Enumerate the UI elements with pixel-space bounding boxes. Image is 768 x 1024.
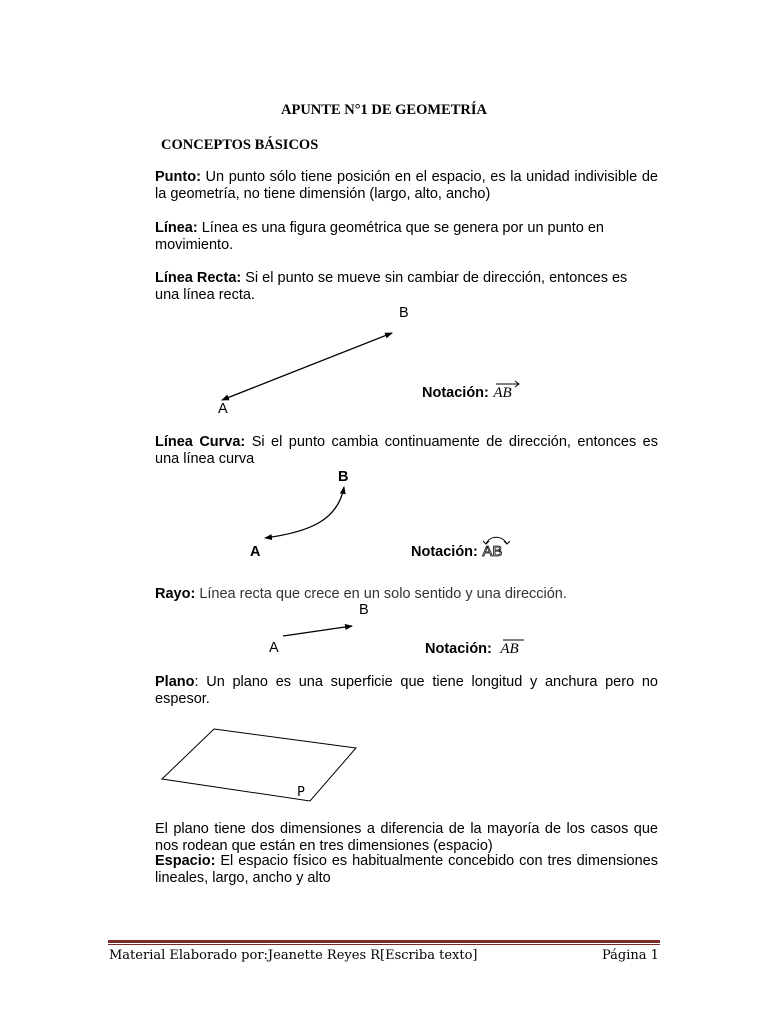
punto-text: Un punto sólo tiene posición en el espacio, es la unidad indivisible de la geometría, no tiene dimensión (largo, alto, ancho) <box>155 169 658 202</box>
rayo-notation <box>425 640 519 658</box>
curve-ab <box>265 487 344 538</box>
page-number: Página 1 <box>602 948 659 963</box>
linea-recta-text: Si el punto se mueve sin cambiar de dirección, entonces es una línea recta. <box>155 270 628 303</box>
footer-author: Material Elaborado por:Jeanette Reyes R[Escriba texto] <box>109 948 478 963</box>
plano-text: : Un plano es una superficie que tiene longitud y anchura pero no espesor. <box>155 674 658 707</box>
punto-term: Punto: <box>155 169 201 185</box>
recta-notation <box>422 384 512 402</box>
rayo-notation-label: Notación: <box>425 641 492 657</box>
rayo-term: Rayo: <box>155 586 196 602</box>
linea-recta-term: Línea Recta: <box>155 270 242 286</box>
espacio-text: El espacio físico es habitualmente concebido con tres dimensiones lineales, largo, ancho y alto <box>155 853 658 886</box>
footer-rule-thin <box>108 944 660 945</box>
linea-curva-paragraph <box>155 434 658 468</box>
linea-term: Línea: <box>155 220 198 236</box>
rayo-paragraph <box>155 586 658 603</box>
document-title: APUNTE N°1 DE GEOMETRÍA <box>281 102 487 118</box>
curva-label-b: B <box>338 469 349 485</box>
plano-term: Plano <box>155 674 195 690</box>
rayo-label-a: A <box>269 640 279 656</box>
rayo-notation-symbol: AB <box>500 641 519 657</box>
plane-label-p: P <box>297 785 305 800</box>
linea-curva-text: Si el punto cambia continuamente de dirección, entonces es una línea curva <box>155 434 658 467</box>
double-arrow-over-icon <box>495 380 521 390</box>
linea-text: Línea es una figura geométrica que se genera por un punto en movimiento. <box>155 220 604 253</box>
arc-over-icon <box>482 534 512 546</box>
curva-notation-label: Notación: <box>411 544 478 560</box>
recta-label-a: A <box>218 401 228 417</box>
footer-rule <box>108 940 660 943</box>
line-ab <box>222 333 392 400</box>
curva-label-a: A <box>250 544 261 560</box>
rayo-label-b: B <box>359 602 369 618</box>
ray-ab <box>283 626 352 636</box>
plano-extra-paragraph: El plano tiene dos dimensiones a diferencia de la mayoría de los casos que nos rodean que están en tres dimensiones (espacio) <box>155 821 658 854</box>
plano-paragraph <box>155 674 658 708</box>
espacio-paragraph <box>155 853 658 887</box>
linea-curva-term: Línea Curva: <box>155 434 246 450</box>
overline-icon <box>503 639 527 643</box>
recta-notation-symbol: AB <box>493 385 512 401</box>
curva-notation-symbol: AB <box>482 543 503 560</box>
curva-notation <box>411 543 502 561</box>
recta-notation-label: Notación: <box>422 385 489 401</box>
section-heading: CONCEPTOS BÁSICOS <box>161 137 319 153</box>
plane-shape <box>162 729 356 801</box>
recta-label-b: B <box>399 305 409 321</box>
espacio-term: Espacio: <box>155 853 216 869</box>
rayo-text: Línea recta que crece en un solo sentido y una dirección. <box>195 586 567 602</box>
